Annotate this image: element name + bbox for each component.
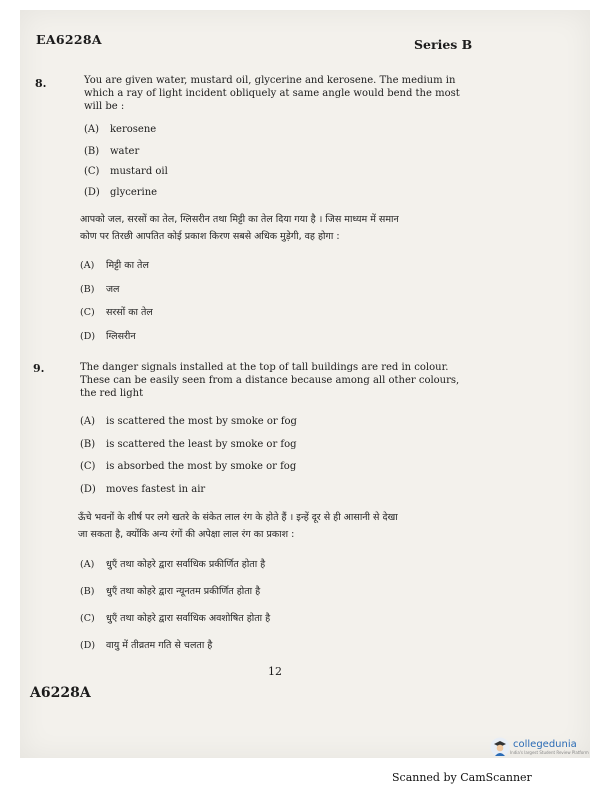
question-9-hindi-text [78,509,528,543]
q9-hindi-option-d: (D) वायु में तीव्रतम गति से चलता है [80,640,213,651]
q9-option-c: (C) is absorbed the most by smoke or fog [80,461,297,472]
series-label: Series B [414,37,473,52]
collegedunia-watermark[interactable] [490,737,589,757]
q8-hindi-option-c: (C) सरसों का तेल [80,307,153,318]
q9-hindi-option-c: (C) धुएँ तथा कोहरे द्वारा सर्वाधिक अवशोषित होता है [80,613,271,624]
question-8-line: You are given water, mustard oil, glycerine and kerosene. The medium in [84,75,456,86]
question-9-line: These can be easily seen from a distance because among all other colours, [80,375,460,386]
question-9-line: The danger signals installed at the top of tall buildings are red in colour. [80,362,449,373]
q9-hindi-option-a: (A) धुएँ तथा कोहरे द्वारा सर्वाधिक प्रकीर्णित होता है [80,559,266,570]
q8-option-b: (B) water [84,146,140,157]
question-8-text [84,74,514,113]
question-9-text [80,361,520,400]
question-8-line: will be : [84,101,125,112]
question-8-number: 8. [35,77,47,90]
brand-name: collegedunia [513,738,577,750]
q9-option-a: (A) is scattered the most by smoke or fog [80,416,297,427]
q8-option-c: (C) mustard oil [84,166,168,177]
q8-hindi-option-a: (A) मिट्टी का तेल [80,260,149,271]
question-9-number: 9. [33,362,45,375]
question-8-line: which a ray of light incident obliquely at same angle would bend the most [84,88,460,99]
q9-hindi-option-b: (B) धुएँ तथा कोहरे द्वारा न्यूनतम प्रकीर्णित होता है [80,586,261,597]
question-9-line: the red light [80,388,144,399]
student-avatar-icon [490,737,510,757]
question-8-hindi-line: आपको जल, सरसों का तेल, ग्लिसरीन तथा मिट्टी का तेल दिया गया है । जिस माध्यम में समान [80,214,399,225]
q8-hindi-option-d: (D) ग्लिसरीन [80,331,136,342]
q8-hindi-option-b: (B) जल [80,284,120,295]
q8-option-d: (D) glycerine [84,187,158,198]
q9-option-b: (B) is scattered the least by smoke or fog [80,439,297,450]
question-8-hindi-text [80,211,520,245]
q9-option-d: (D) moves fastest in air [80,484,206,495]
paper-code-header: EA6228A [36,32,102,47]
footer-paper-code: A6228A [30,685,91,701]
question-9-hindi-line: जा सकता है, क्योंकि अन्य रंगों की अपेक्षा लाल रंग का प्रकाश : [78,529,295,540]
question-9-hindi-line: ऊँचे भवनों के शीर्ष पर लगे खतरे के संकेत लाल रंग के होते हैं । इन्हें दूर से ही आसानी से देखा [78,512,398,523]
scanner-credit: Scanned by CamScanner [392,771,532,784]
q8-option-a: (A) kerosene [84,124,157,135]
page-number: 12 [268,665,282,678]
question-8-hindi-line: कोण पर तिरछी आपतित कोई प्रकाश किरण सबसे अधिक मुड़ेगी, वह होगा : [80,231,340,242]
brand-tagline: India's largest Student Review Platform [510,749,589,755]
